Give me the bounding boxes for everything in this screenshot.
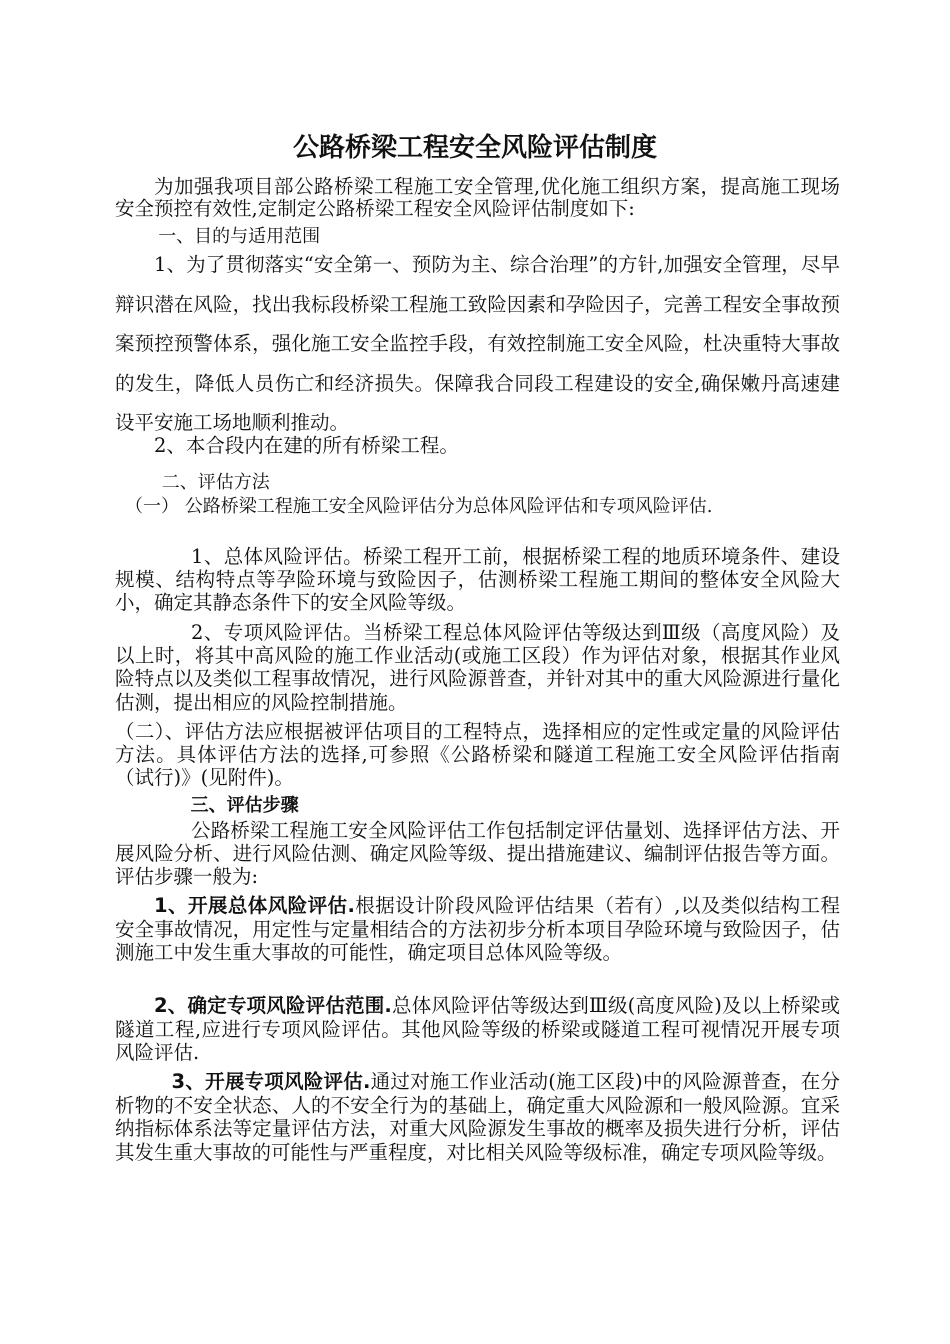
step-1 <box>115 894 840 965</box>
section-2-part-1-item-2: 2、专项风险评估。当桥梁工程总体风险评估等级达到Ⅲ级（高度风险）及以上时，将其中高风险的施工作业活动(或施工区段）作为评估对象，根据其作业风险特点以及类似工程事故情况，进行风险源普查，并针对其中的重大风险源进行量化估测，提出相应的风险控制措施。 <box>115 621 840 714</box>
section-1-item-1: 1、为了贯彻落实“安全第一、预防为主、综合治理”的方针,加强安全管理，尽早辩识潜在风险，找出我标段桥梁工程施工致险因素和孕险因子，完善工程安全事故预案预控预警体系，强化施工安全监控手段，有效控制施工安全风险，杜决重特大事故的发生，降低人员伤亡和经济损失。保障我合同段工程建设的安全,确保嫩丹高速建设平安施工场地顺利推动。 <box>115 253 840 434</box>
step-3-label: 3、开展专项风险评估. <box>171 1070 371 1093</box>
section-1-heading: 一、目的与适用范围 <box>158 226 321 247</box>
section-2-part-2: （二）、评估方法应根据被评估项目的工程特点，选择相应的定性或定量的风险评估方法。具体评估方法的选择,可参照《公路桥梁和隧道工程施工安全风险评估指南（试行)》(见附件)。 <box>115 720 840 790</box>
section-2-heading: 二、评估方法 <box>161 472 270 493</box>
section-2-part-1: （一） 公路桥梁工程施工安全风险评估分为总体风险评估和专项风险评估. <box>125 496 713 517</box>
section-3-heading: 三、评估步骤 <box>190 795 299 816</box>
step-1-label: 1、开展总体风险评估. <box>154 894 355 917</box>
step-2-text: 总体风险评估等级达到Ⅲ级(高度风险)及以上桥梁或隧道工程,应进行专项风险评估。其他风险等级的桥梁或隧道工程可视情况开展专项风险评估. <box>115 994 840 1065</box>
step-3 <box>115 1070 840 1164</box>
intro-paragraph: 为加强我项目部公路桥梁工程施工安全管理,优化施工组织方案，提高施工现场安全预控有效性,定制定公路桥梁工程安全风险评估制度如下: <box>115 175 840 220</box>
step-2 <box>115 994 840 1065</box>
section-2-part-1-item-1: 1、总体风险评估。桥梁工程开工前，根据桥梁工程的地质环境条件、建设规模、结构特点等孕险环境与致险因子，估测桥梁工程施工期间的整体安全风险大小，确定其静态条件下的安全风险等级。 <box>115 545 840 615</box>
section-3-intro: 公路桥梁工程施工安全风险评估工作包括制定评估量划、选择评估方法、开展风险分析、进行风险估测、确定风险等级、提出措施建议、编制评估报告等方面。评估步骤一般为: <box>115 819 840 889</box>
document-title: 公路桥梁工程安全风险评估制度 <box>292 133 657 163</box>
step-2-label: 2、确定专项风险评估范围. <box>154 994 392 1017</box>
step-3-text: 通过对施工作业活动(施工区段)中的风险源普查，在分析物的不安全状态、人的不安全行为的基础上，确定重大风险源和一般风险源。宜采纳指标体系法等定量评估方法，对重大风险源发生事故的概率及损失进行分析，评估其发生重大事故的可能性与严重程度，对比相关风险等级标准，确定专项风险等级。 <box>115 1070 840 1164</box>
section-1-item-2: 2、本合段内在建的所有桥梁工程。 <box>154 434 459 457</box>
step-1-text: 根据设计阶段风险评估结果（若有）,以及类似结构工程安全事故情况，用定性与定量相结合的方法初步分析本项目孕险环境与致险因子，估测施工中发生重大事故的可能性，确定项目总体风险等级。 <box>115 894 840 965</box>
